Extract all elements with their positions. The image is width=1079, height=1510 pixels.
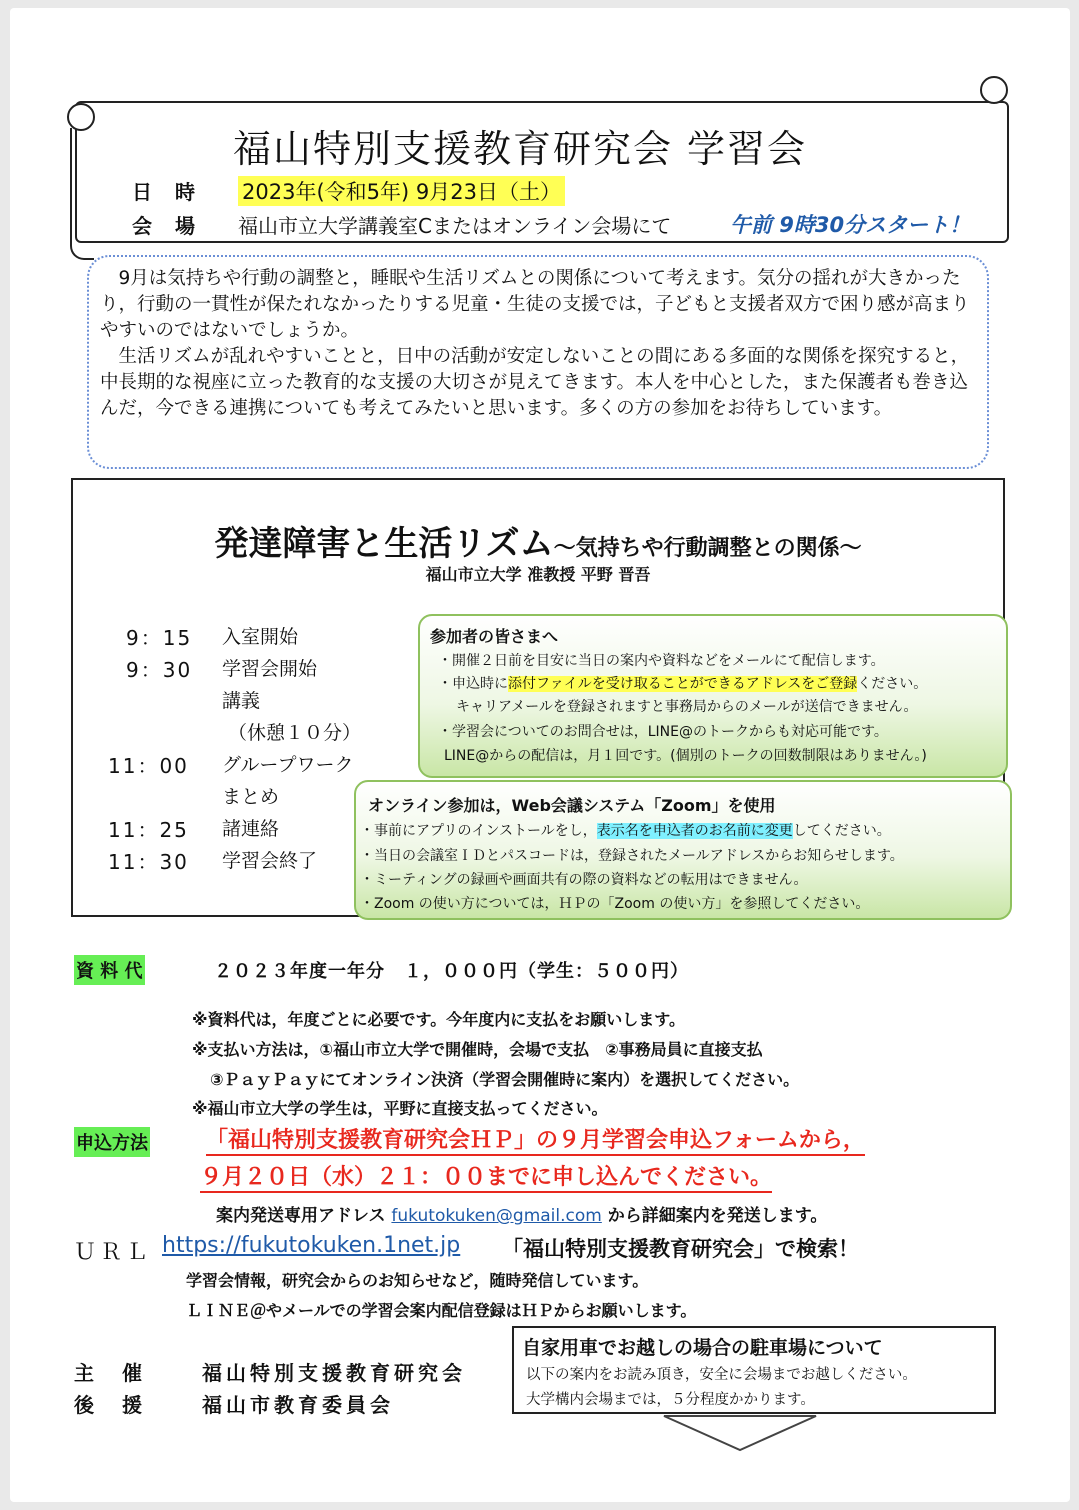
contact-email-link[interactable]: fukutokuken@gmail.com	[391, 1206, 602, 1226]
parking-line: 以下の案内をお読み頂き，安全に会場までお越しください。	[526, 1367, 917, 1383]
support-label: 後 援	[74, 1393, 146, 1417]
online-line-post: してください。	[792, 823, 891, 839]
mail-line	[216, 1201, 827, 1226]
participants-highlight: 添付ファイルを受け取ることができるアドレスをご登録	[508, 676, 858, 692]
online-line-pre: ・事前にアプリのインストールをし，	[360, 823, 597, 839]
scroll-curl-top-right	[980, 76, 1008, 104]
mail-pre: 案内発送専用アドレス	[216, 1206, 386, 1226]
url-note: 学習会情報，研究会からのお知らせなど，随時発信しています。	[186, 1271, 649, 1290]
fee-label: 資 料 代	[74, 955, 145, 985]
fee-note: ※資料代は，年度ごとに必要です。今年度内に支払をお願いします。	[192, 1010, 685, 1029]
fee-note: ※支払い方法は，①福山市立大学で開催時，会場で支払 ②事務局員に直接支払	[192, 1040, 763, 1059]
parking-title: 自家用車でお越しの場合の駐車場について	[522, 1337, 883, 1359]
online-line	[360, 820, 891, 840]
participants-line: ・開催２日前を目安に当日の案内や資料などをメールにて配信します。	[438, 653, 885, 669]
online-highlight: 表示名を申込者のお名前に変更	[596, 823, 793, 839]
url-note: ＬＩＮＥ＠やメールでの学習会案内配信登録はＨＰからお願いします。	[186, 1301, 697, 1320]
schedule-label: 講義	[222, 690, 261, 712]
participants-line-post: ください。	[857, 676, 928, 692]
participants-line	[438, 673, 927, 693]
fee-note: ③ＰａｙＰａｙにてオンライン決済（学習会開催時に案内）を選択してください。	[210, 1070, 800, 1089]
schedule-label: 諸連絡	[222, 818, 280, 840]
schedule-label: まとめ	[222, 786, 280, 808]
apply-deadline: ９月２０日（水）２１：００までに申し込んでください。	[200, 1160, 772, 1193]
schedule-label: グループワーク	[222, 754, 354, 776]
schedule-label: （休憩１０分）	[228, 722, 362, 744]
venue-value: 福山市立大学講義室Cまたはオンライン会場にて	[238, 214, 672, 238]
intro-paragraph-1: 9月は気持ちや行動の調整と，睡眠や生活リズムとの関係について考えます。気分の揺れが大きかったり，行動の一貫性が保たれなかったりする児童・生徒の支援では，子どもと支援者双方で困り感が高まりやすいのではないでしょうか。	[100, 268, 970, 341]
flyer-page	[10, 8, 1070, 1502]
schedule-label: 学習会開始	[222, 658, 318, 680]
mail-post: から詳細案内を発送します。	[607, 1206, 828, 1226]
url-search-text: 「福山特別支援教育研究会」で検索！	[502, 1237, 859, 1261]
url-label: ＵＲＬ	[74, 1240, 153, 1265]
host-label: 主 催	[74, 1361, 146, 1385]
online-heading: オンライン参加は，Web会議システム「Zoom」を使用	[368, 796, 776, 815]
date-label: 日 時	[132, 180, 203, 204]
apply-instruction-1: 「福山特別支援教育研究会ＨＰ」の９月学習会申込フォームから，	[206, 1123, 865, 1156]
intro-text	[100, 266, 970, 422]
participants-line: キャリアメールを登録されますと事務局からのメールが送信できません。	[456, 699, 918, 715]
apply-label: 申込方法	[74, 1127, 150, 1157]
down-arrow-icon	[660, 1414, 820, 1454]
venue-label: 会 場	[132, 214, 203, 238]
lecture-title-main: 発達障害と生活リズム	[214, 524, 554, 564]
participants-line: ・学習会についてのお問合せは，LINE@のトークからも対応可能です。	[438, 724, 888, 740]
intro-paragraph-2: 生活リズムが乱れやすいことと，日中の活動が安定しないことの間にある多面的な関係を探究すると，中長期的な視座に立った教育的な支援の大切さが見えてきます。本人を中心とした，また保護者も巻き込んだ，今できる連携についても考えてみたいと思います。多くの方の参加をお待ちしています。	[100, 346, 970, 419]
participants-heading: 参加者の皆さまへ	[430, 627, 559, 646]
host-name: 福山特別支援教育研究会	[202, 1361, 466, 1385]
schedule-time: 11：25	[108, 818, 189, 842]
start-time: 午前 9時30分スタート！	[730, 213, 971, 237]
online-line: ・当日の会議室ＩＤとパスコードは，登録されたメールアドレスからお知らせします。	[360, 848, 904, 864]
date-value: 2023年(令和5年) 9月23日（土）	[238, 176, 565, 206]
event-title: 福山特別支援教育研究会 学習会	[232, 127, 808, 171]
participants-line: LINE@からの配信は，月１回です。(個別のトークの回数制限はありません。)	[444, 748, 927, 764]
fee-note: ※福山市立大学の学生は，平野に直接支払ってください。	[192, 1099, 608, 1118]
schedule-time: 9：30	[126, 658, 193, 682]
support-name: 福山市教育委員会	[202, 1393, 394, 1417]
fee-value: ２０２３年度一年分 １，０００円（学生：５００円）	[214, 961, 689, 982]
website-link[interactable]: https://fukutokuken.1net.jp	[162, 1233, 461, 1258]
schedule-time: 11：30	[108, 850, 189, 874]
schedule-time: 9：15	[126, 626, 193, 650]
schedule-label: 学習会終了	[222, 850, 318, 872]
participants-line-pre: ・申込時に	[438, 676, 508, 692]
online-line: ・Zoom の使い方については，ＨＰの「Zoom の使い方」を参照してください。	[360, 896, 870, 912]
parking-line: 大学構内会場までは，５分程度かかります。	[526, 1392, 815, 1408]
lecturer: 福山市立大学 准教授 平野 晋吾	[425, 565, 651, 584]
online-line: ・ミーティングの録画や画面共有の際の資料などの転用はできません。	[360, 872, 808, 888]
schedule-label: 入室開始	[222, 626, 299, 648]
lecture-title	[71, 516, 1005, 565]
lecture-subtitle: 〜気持ちや行動調整との関係〜	[553, 536, 862, 561]
schedule-time: 11：00	[108, 754, 189, 778]
